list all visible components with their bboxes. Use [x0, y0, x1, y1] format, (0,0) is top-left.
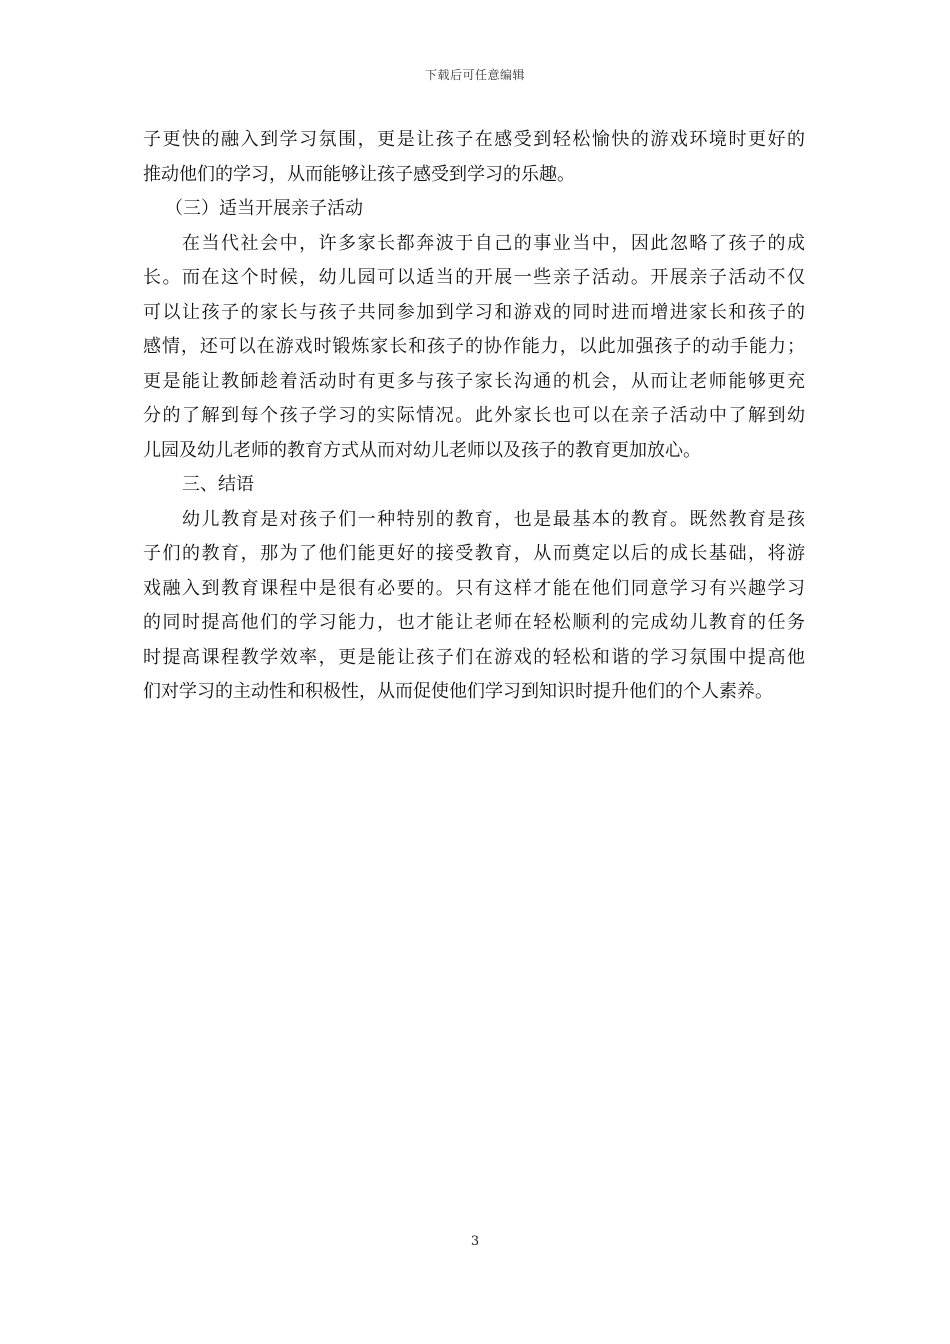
- paragraph-3-line-1: 幼儿教育是对孩子们一种特别的教育，也是最基本的教育。既然教育是孩: [182, 508, 805, 530]
- page-header: 下载后可任意编辑: [424, 68, 525, 82]
- paragraph-2-line-7: 儿园及幼儿老师的教育方式从而对幼儿老师以及孩子的教育更加放心。: [143, 439, 701, 461]
- paragraph-2-line-1: 在当代社会中，许多家长都奔波于自己的事业当中，因此忽略了孩子的成: [182, 232, 805, 254]
- paragraph-2-line-6: 分的了解到每个孩子学习的实际情况。此外家长也可以在亲子活动中了解到幼: [143, 405, 805, 426]
- paragraph-3-line-2: 子们的教育，那为了他们能更好的接受教育，从而奠定以后的成长基础，将游: [143, 543, 805, 564]
- page-number: 3: [470, 1234, 480, 1249]
- section-heading-parenting-activities: （三）适当开展亲子活动: [165, 198, 363, 219]
- paragraph-1-line-2: 推动他们的学习，从而能够让孩子感受到学习的乐趣。: [143, 163, 575, 185]
- paragraph-1-line-1: 子更快的融入到学习氛围，更是让孩子在感受到轻松愉快的游戏环境时更好的: [143, 129, 805, 150]
- paragraph-3-line-3: 戏融入到教育课程中是很有必要的。只有这样才能在他们同意学习有兴趣学习: [143, 577, 805, 599]
- section-heading-conclusion: 三、结语: [182, 474, 254, 495]
- paragraph-2-line-3: 可以让孩子的家长与孩子共同参加到学习和游戏的同时进而增进家长和孩子的: [143, 301, 805, 323]
- paragraph-3-line-5: 时提高课程教学效率，更是能让孩子们在游戏的轻松和谐的学习氛围中提高他: [143, 646, 805, 668]
- paragraph-2-line-2: 长。而在这个时候，幼儿园可以适当的开展一些亲子活动。开展亲子活动不仅: [143, 267, 805, 288]
- paragraph-2-line-4: 感情，还可以在游戏时锻炼家长和孩子的协作能力，以此加强孩子的动手能力；: [143, 336, 805, 357]
- document-body: [143, 123, 805, 710]
- paragraph-3-line-4: 的同时提高他们的学习能力，也才能让老师在轻松顺利的完成幼儿教育的任务: [143, 612, 805, 633]
- paragraph-2-line-5: 更是能让教師趁着活动时有更多与孩子家长沟通的机会，从而让老师能够更充: [143, 370, 805, 392]
- paragraph-3-line-6: 们对学习的主动性和积极性，从而促使他们学习到知识时提升他们的个人素养。: [143, 681, 773, 702]
